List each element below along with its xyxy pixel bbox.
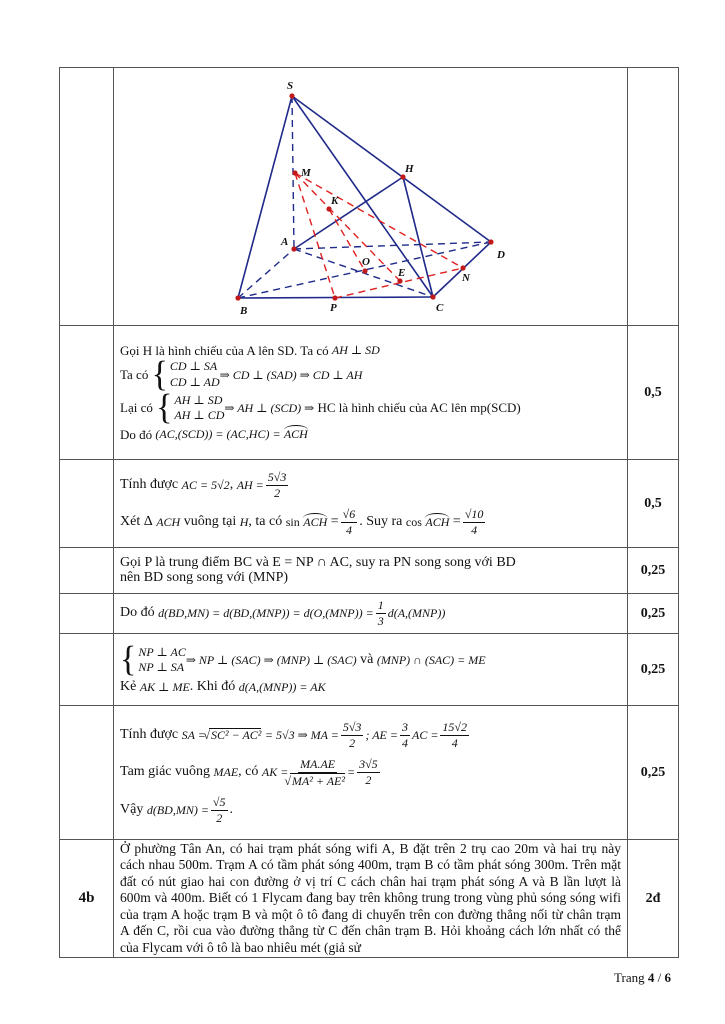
- row6-ac: AC =: [411, 727, 439, 742]
- row6-line2-prefix: Tam giác vuông: [120, 764, 210, 780]
- sys-eq: NP ⊥ AC: [138, 644, 186, 659]
- row2-triangle: ACH: [156, 514, 181, 529]
- row2-score: 0,5: [628, 460, 679, 548]
- row2-angle: ACH: [425, 514, 450, 529]
- row2-sin-frac: [341, 507, 358, 538]
- row2-mid2: , ta có: [248, 513, 283, 529]
- row3-line1: Gọi P là trung điểm BC và E = NP ∩ AC, suy ra PN song song với BD: [120, 554, 516, 570]
- page-footer: [614, 970, 671, 986]
- pyramid-figure: [120, 69, 625, 325]
- row1-line3-prefix: Lại có: [120, 400, 153, 416]
- frac-den: 4: [345, 522, 352, 537]
- sys-eq: CD ⊥ SA: [169, 359, 218, 374]
- label-cell: [60, 548, 114, 594]
- frac-den: 2: [349, 735, 356, 750]
- label-H: H: [405, 162, 414, 175]
- label-cell: [60, 460, 114, 548]
- question-text: Ở phường Tân An, có hai trạm phát sóng wifi A, B đặt trên 2 trụ cao 20m và hai trụ này cách nhau 500m. Trạm A có tầm phát sóng 400m, trạm B có tầm phát sóng 300m. Trên mặt đất có nút giao hai con đường ở vị trí C cách chân hai trạm phát sóng A và B lần lượt là 600m và 400m. Biết có 1 Flycam đang bay trên không trung trong vùng phủ sóng sóng wifi của trạm A hoặc trạm B và một ô tô đang di chuyển trên con đường thẳng nối từ chân trạm A đến C, rồi cua vào đường thẳng từ C đến chân trạm B. Hỏi khoảng cách lớn nhất có thể của Flycam với ô tô là bao nhiêu mét (giả sử: [114, 840, 628, 958]
- row1-line3-math: ⇒ AH ⊥ (SCD) ⇒: [224, 400, 315, 415]
- row2-line2-prefix: Xét Δ: [120, 513, 153, 529]
- frac-den: 2: [274, 485, 281, 500]
- red-KO: [329, 209, 365, 271]
- sys-eq: AH ⊥ SD: [174, 392, 223, 407]
- frac-num: 1: [377, 598, 384, 612]
- label-C: C: [436, 301, 444, 314]
- row5-math2: (MNP) ∩ (SAC) = ME: [376, 652, 486, 667]
- frac-num: √10: [464, 506, 484, 521]
- row1-line4-math: (AC,(SCD)) = (AC,HC) =: [155, 427, 281, 442]
- footer-page: 4: [647, 970, 655, 985]
- figure-cell: [114, 68, 628, 326]
- row6-final-frac: [211, 795, 228, 826]
- row6-ae: ; AE =: [365, 727, 398, 742]
- row1-line1-text: Gọi H là hình chiếu của A lên SD. Ta có: [120, 342, 329, 358]
- row4-prefix: Do đó: [120, 605, 155, 621]
- label-O: O: [362, 255, 370, 268]
- row5-line2-mid: . Khi đó: [189, 678, 236, 694]
- frac-den: 4: [471, 522, 478, 537]
- row2-mid: vuông tại: [183, 513, 237, 529]
- footer-sep: /: [657, 970, 662, 985]
- row2-cos-frac: [463, 507, 486, 538]
- row2-sin: sin: [285, 514, 300, 529]
- sys-eq: AH ⊥ CD: [174, 408, 225, 423]
- row2-ah: AH =: [236, 477, 264, 492]
- frac-den: 3: [377, 614, 384, 628]
- label-P: P: [330, 301, 337, 314]
- row3-line2: nên BD song song với (MNP): [120, 569, 289, 585]
- row2-ah-frac: [266, 470, 289, 501]
- row4-math: d(BD,MN) = d(BD,(MNP)) = d(O,(MNP)) =: [158, 606, 374, 621]
- frac-den: 2: [216, 810, 223, 825]
- row1-line2-prefix: Ta có: [120, 367, 149, 383]
- label-M: M: [301, 166, 311, 179]
- row1-line2-system: { CD ⊥ SA CD ⊥ AD: [151, 354, 220, 394]
- frac-num: √6: [342, 506, 356, 521]
- row5-content: [114, 634, 628, 706]
- row6-triangle: MAE: [213, 765, 239, 780]
- edge-SB: [238, 96, 292, 298]
- row1-content: [114, 326, 628, 460]
- frac-num: MA.AE: [300, 756, 336, 771]
- label-A: A: [281, 235, 289, 248]
- row6-ak: AK =: [261, 765, 289, 780]
- row6-line2-mid: , có: [238, 764, 259, 780]
- frac-num: 3√5: [359, 757, 378, 771]
- label-cell: [60, 706, 114, 840]
- row2-line1-prefix: Tính được: [120, 476, 179, 492]
- frac-den: 2: [365, 773, 372, 787]
- frac-den: 4: [401, 735, 408, 750]
- edge-AH: [294, 177, 403, 249]
- row1-score: 0,5: [628, 326, 679, 460]
- row6-ma-frac: [341, 720, 364, 751]
- row6-sa: SA =: [181, 727, 206, 742]
- row1-line1-math: AH ⊥ SD: [331, 343, 380, 358]
- row5-va: và: [360, 651, 374, 667]
- footer-total: 6: [664, 970, 671, 985]
- row3-content: [114, 548, 628, 594]
- frac-num: 15√2: [442, 719, 468, 734]
- row2-h: H: [239, 514, 249, 529]
- row6-content: Tính được SA = √ SC² − AC² = 5√3 ⇒ MA = $\frac{5√3}{2}$ ; AE = $\frac{3}{4}$ AC = $\frac{15√2}{4}$ Tam giác vuông MAE , có AK = MA.AE √ MA² + AE² = $\frac{3√5}{2}$ Vậy d(BD,MN) = $\frac{√5}{2}$ .: [114, 706, 628, 840]
- row6-result-frac: [357, 757, 380, 788]
- row2-content: Tính được AC = 5√2 , AH = $\frac{5√3}{2}$ Xét Δ ACH vuông tại H , ta có sin ACH = $\frac{√6}{4}$ . Suy ra cos ACH = $\frac{√10}{4}$: [114, 460, 628, 548]
- row6-eq2: =: [346, 765, 356, 780]
- label-cell: [60, 68, 114, 326]
- row1-line3-tail: HC là hình chiếu của AC lên mp(SCD): [317, 400, 521, 416]
- row7-score: 2đ: [628, 840, 679, 958]
- label-cell: [60, 594, 114, 634]
- label-S: S: [287, 79, 294, 92]
- label-cell: [60, 326, 114, 460]
- row4-content: [114, 594, 628, 634]
- row2-angle: ACH: [303, 514, 328, 529]
- row5-line2-math: AK ⊥ ME: [139, 679, 190, 694]
- row6-ae-frac: [400, 720, 410, 751]
- row1-line3-system: { AH ⊥ SD AH ⊥ CD: [156, 387, 225, 427]
- row6-line3-math: d(BD,MN) =: [146, 802, 209, 817]
- row1-line2-math: ⇒ CD ⊥ (SAD) ⇒ CD ⊥ AH: [219, 367, 363, 382]
- question-label: 4b: [60, 840, 114, 958]
- row6-ac-frac: [440, 720, 469, 751]
- row6-root: √ SC² − AC²: [209, 728, 261, 742]
- row1-line4-prefix: Do đó: [120, 426, 153, 442]
- sys-eq: NP ⊥ SA: [138, 660, 185, 675]
- frac-den: 4: [451, 735, 458, 750]
- frac-num: 5√3: [342, 719, 362, 734]
- row5-math: ⇒ NP ⊥ (SAC) ⇒ (MNP) ⊥ (SAC): [185, 652, 357, 667]
- row3-score: 0,25: [628, 548, 679, 594]
- row6-line1-prefix: Tính được: [120, 726, 179, 742]
- row4-frac: [376, 598, 386, 629]
- row6-ak-frac: [290, 757, 345, 789]
- row6-eq: = 5√3 ⇒ MA =: [264, 727, 339, 742]
- row5-score: 0,25: [628, 634, 679, 706]
- edge-BA: [238, 249, 294, 298]
- score-cell: [628, 68, 679, 326]
- label-B: B: [240, 304, 248, 317]
- row6-score: 0,25: [628, 706, 679, 840]
- row5-line2-math2: d(A,(MNP)) = AK: [238, 679, 326, 694]
- row6-line3-prefix: Vậy: [120, 801, 144, 817]
- frac-num: √5: [212, 794, 226, 809]
- label-D: D: [497, 248, 505, 261]
- row1-line4-angle: ACH: [283, 427, 308, 442]
- label-cell: [60, 634, 114, 706]
- label-N: N: [462, 271, 470, 284]
- answer-table: [59, 67, 679, 958]
- frac-num: 5√3: [267, 469, 287, 484]
- row2-cos: cos: [405, 514, 422, 529]
- row4-tail: d(A,(MNP)): [387, 606, 446, 621]
- frac-den: √ MA² + AE²: [290, 773, 345, 789]
- row2-ac: AC = 5√2: [181, 477, 230, 492]
- label-E: E: [398, 266, 406, 279]
- sys-eq: CD ⊥ AD: [169, 374, 220, 389]
- label-K: K: [331, 194, 339, 207]
- frac-num: 3: [401, 719, 408, 734]
- row4-score: 0,25: [628, 594, 679, 634]
- row5-line2-prefix: Kẻ: [120, 678, 137, 694]
- row5-system: { NP ⊥ AC NP ⊥ SA: [120, 639, 186, 679]
- row2-suy: . Suy ra: [359, 513, 403, 529]
- edge-SD: [292, 96, 491, 242]
- footer-prefix: Trang: [614, 970, 645, 985]
